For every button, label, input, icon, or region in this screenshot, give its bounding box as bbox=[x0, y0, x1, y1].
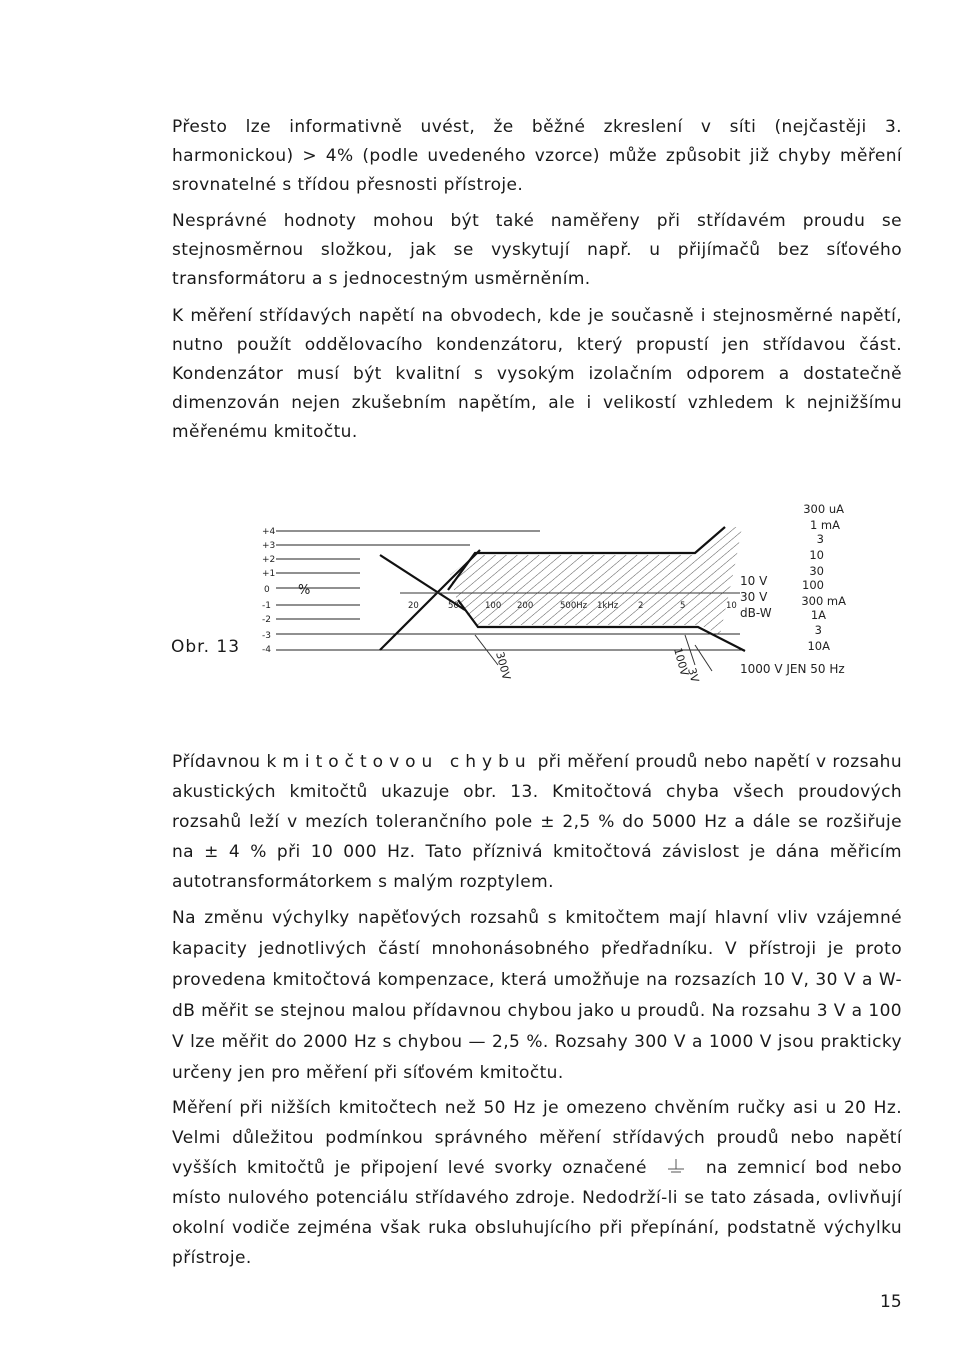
x-tick: 5 bbox=[680, 601, 686, 611]
unit-label: % bbox=[298, 583, 311, 598]
x-tick: 100 bbox=[485, 601, 502, 611]
range-label: 3 bbox=[814, 623, 822, 637]
range-label: 30 V bbox=[740, 590, 768, 604]
paragraph-coupling-capacitor: K měření střídavých napětí na obvodech, kde je současně i stejnosměrné napětí, nutno použít oddělovacího kondenzátoru, který propustí jen střídavou část. Kondenzátor musí být kvalitní s vysokým izolačním odporem a dostatečně dimenzován nejen zkušebním napětím, ale i velikostí vzhledem k nejnižšímu měřenému kmitočtu. bbox=[172, 306, 902, 442]
curve-label-300v: 300V bbox=[493, 650, 514, 682]
paragraph-voltage-ranges: Na změnu výchylky napěťových rozsahů s kmitočtem mají hlavní vliv vzájemné kapacity jednotlivých částí mnohonásobného předřadníku. V přístroji je proto provedena kmitočtová kompenzace, která umožňuje na rozsazích 10 V, 30 V a W-dB měřit se stejnou malou přídavnou chybou jako u proudů. Na rozsahu 3 V a 100 V lze měřit do 2000 Hz s chybou — 2,5 %. Rozsahy 300 V a 1000 V jsou prakticky určeny jen pro měření při síťovém kmitočtu. bbox=[172, 908, 902, 1083]
range-label: 10A bbox=[807, 639, 830, 653]
range-label: 1A bbox=[810, 608, 826, 622]
paragraph-distortion: Přesto lze informativně uvést, že běžné zkreslení v síti (nejčastěji 3. harmonickou) > 4% (podle uvedeného vzorce) může způsobit již chyby měření srovnatelné s třídou přesnosti přístroje. bbox=[172, 117, 902, 195]
range-label: dB-W bbox=[740, 606, 772, 620]
range-label: 300 uA bbox=[803, 502, 844, 516]
figure-label: Obr. 13 bbox=[171, 637, 241, 657]
p6-rest: na zemnicí bod nebo místo nulového potenciálu střídavého zdroje. Nedodrží-li se tato zásada, ovlivňují okolní vodiče zejména však ruka obsluhujícího při přepínání, podstatně výchylku přístroje. bbox=[172, 1158, 902, 1268]
x-tick: 50 bbox=[448, 601, 459, 611]
y-tick: 0 bbox=[264, 585, 270, 595]
y-tick: -3 bbox=[262, 631, 271, 641]
curve-label-100v: 100V bbox=[671, 646, 692, 678]
range-label: 1 mA bbox=[809, 518, 840, 532]
y-tick: +2 bbox=[262, 555, 276, 565]
p4-start: Přídavnou bbox=[172, 752, 267, 772]
x-tick: 200 bbox=[517, 601, 534, 611]
range-label: 10 bbox=[809, 548, 824, 562]
paragraph-frequency-error bbox=[172, 747, 902, 897]
x-tick: 20 bbox=[408, 601, 419, 611]
range-note: 1000 V JEN 50 Hz bbox=[740, 662, 845, 676]
paragraph-low-frequency bbox=[172, 1093, 902, 1273]
range-label: 30 bbox=[809, 564, 824, 578]
range-label: 100 bbox=[802, 578, 824, 592]
y-tick: +1 bbox=[262, 569, 276, 579]
page-number: 15 bbox=[880, 1292, 902, 1312]
y-tick: -2 bbox=[262, 615, 271, 625]
range-label: 10 V bbox=[740, 574, 768, 588]
ground-terminal-icon bbox=[656, 1159, 696, 1175]
tolerance-band bbox=[450, 527, 742, 635]
p4-rest: při měření proudů nebo napětí v rozsahu akustických kmitočtů ukazuje obr. 13. Kmitočtová chyba všech proudových rozsahů leží v mezích tolerančního pole ± 2,5 % do 5000 Hz a dále se rozšiřuje na ± 4 % při 10 000 Hz. Tato příznivá kmitočtová závislost je dána měřicím autotransformátorkem s malým rozptylem. bbox=[172, 752, 902, 892]
x-tick: 500Hz bbox=[560, 601, 588, 611]
p6-start: Měření při nižších kmitočtech než 50 Hz je omezeno chvěním ručky asi u 20 Hz. Velmi důležitou podmínkou správného měření střídavých proudů nebo napětí vyšších kmitočtů je připojení levé svorky označené bbox=[172, 1098, 902, 1178]
curve-label-3v: 3V bbox=[685, 666, 702, 684]
x-tick: 2 bbox=[638, 601, 644, 611]
paragraph-dc-component: Nesprávné hodnoty mohou být také naměřeny při střídavém proudu se stejnosměrnou složkou, jak se vyskytují např. u přijímačů bez síťového transformátoru a s jednocestným usměrněním. bbox=[172, 211, 902, 289]
x-tick: 10 bbox=[726, 601, 737, 611]
x-tick: 1kHz bbox=[597, 601, 619, 611]
y-tick: -1 bbox=[262, 601, 271, 611]
y-tick: +4 bbox=[262, 527, 276, 537]
y-tick: -4 bbox=[262, 645, 271, 655]
p4-emphasis: kmitočtovou chybu bbox=[266, 752, 532, 772]
range-label: 3 bbox=[816, 532, 824, 546]
y-tick: +3 bbox=[262, 541, 276, 551]
range-label: 300 mA bbox=[801, 594, 846, 608]
frequency-error-diagram bbox=[240, 495, 880, 715]
